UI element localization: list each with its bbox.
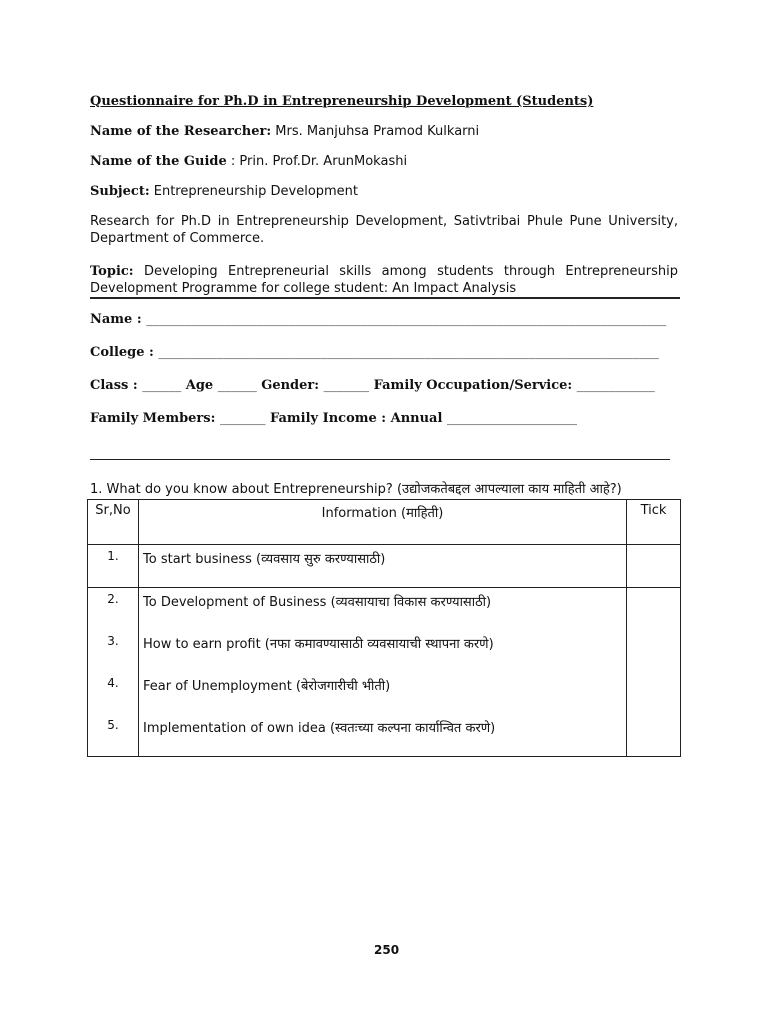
research-paragraph: Research for Ph.D in Entrepreneurship Development, Sativtribai Phule Pune University, Department of Commerce. (90, 214, 678, 246)
family-line (90, 411, 577, 426)
topic-value: Developing Entrepreneurial skills among students through Entrepreneurship Development Programme for college student: An Impact Analysis (90, 264, 678, 296)
class-blank[interactable]: ______ (142, 378, 182, 393)
row-info: Fear of Unemployment (बेरोजगारीची भीती) (139, 672, 627, 714)
table-row (88, 714, 681, 757)
guide-value: : Prin. Prof.Dr. ArunMokashi (226, 154, 408, 169)
row-sr: 5. (88, 714, 139, 757)
table-header-row (88, 500, 681, 545)
gender-blank[interactable]: _______ (323, 378, 370, 393)
subject-label: Subject: (90, 184, 150, 199)
row-sr: 4. (88, 672, 139, 714)
topic-paragraph (90, 263, 678, 297)
income-label: Family Income : Annual (265, 411, 447, 426)
header-divider (90, 297, 680, 299)
subject-value: Entrepreneurship Development (149, 184, 359, 199)
name-label: Name : (90, 312, 147, 327)
college-label: College : (90, 345, 159, 360)
class-label: Class : (90, 378, 143, 393)
name-field[interactable] (90, 312, 666, 327)
header-tick: Tick (627, 500, 681, 545)
header-sr: Sr,No (88, 500, 139, 545)
guide-line (90, 154, 407, 169)
occupation-blank[interactable]: ____________ (576, 378, 655, 393)
table-row (88, 630, 681, 672)
row-sr: 3. (88, 630, 139, 672)
question-table (87, 499, 681, 757)
blank-line[interactable] (90, 459, 670, 460)
header-info: Information (माहिती) (139, 500, 627, 545)
question-1: 1. What do you know about Entrepreneurship? (उद्योजकतेबद्दल आपल्याला काय माहिती आहे?) (90, 482, 622, 497)
age-blank[interactable]: ______ (217, 378, 257, 393)
tick-cell[interactable] (627, 714, 681, 757)
table-row (88, 588, 681, 631)
tick-cell[interactable] (627, 630, 681, 672)
tick-cell[interactable] (627, 672, 681, 714)
row-sr: 1. (88, 545, 139, 588)
guide-label: Name of the Guide (90, 154, 227, 169)
members-blank[interactable]: _______ (219, 411, 266, 426)
row-info: How to earn profit (नफा कमावण्यासाठी व्यवसायाची स्थापना करणे) (139, 630, 627, 672)
researcher-line (90, 124, 479, 139)
row-info: To Development of Business (व्यवसायाचा विकास करण्यासाठी) (139, 588, 627, 631)
table-row (88, 545, 681, 588)
subject-line (90, 184, 358, 199)
tick-cell[interactable] (627, 545, 681, 588)
tick-cell[interactable] (627, 588, 681, 631)
gender-label: Gender: (256, 378, 324, 393)
college-field[interactable] (90, 345, 659, 360)
page-number: 250 (374, 943, 400, 957)
researcher-value: Mrs. Manjuhsa Pramod Kulkarni (271, 124, 480, 139)
topic-label: Topic: (90, 264, 134, 279)
members-label: Family Members: (90, 411, 220, 426)
occupation-label: Family Occupation/Service: (369, 378, 577, 393)
row-sr: 2. (88, 588, 139, 631)
name-blank[interactable]: ________________________________________________________________________________ (146, 312, 667, 327)
college-blank[interactable]: _____________________________________________________________________________ (158, 345, 659, 360)
questionnaire-title: Questionnaire for Ph.D in Entrepreneurship Development (Students) (90, 94, 594, 109)
class-line (90, 378, 655, 393)
researcher-label: Name of the Researcher: (90, 124, 272, 139)
row-info: To start business (व्यवसाय सुरु करण्यासाठी) (139, 545, 627, 588)
table-row (88, 672, 681, 714)
income-blank[interactable]: ____________________ (446, 411, 577, 426)
row-info: Implementation of own idea (स्वतःच्या कल्पना कार्यान्वित करणे) (139, 714, 627, 757)
age-label: Age (181, 378, 218, 393)
